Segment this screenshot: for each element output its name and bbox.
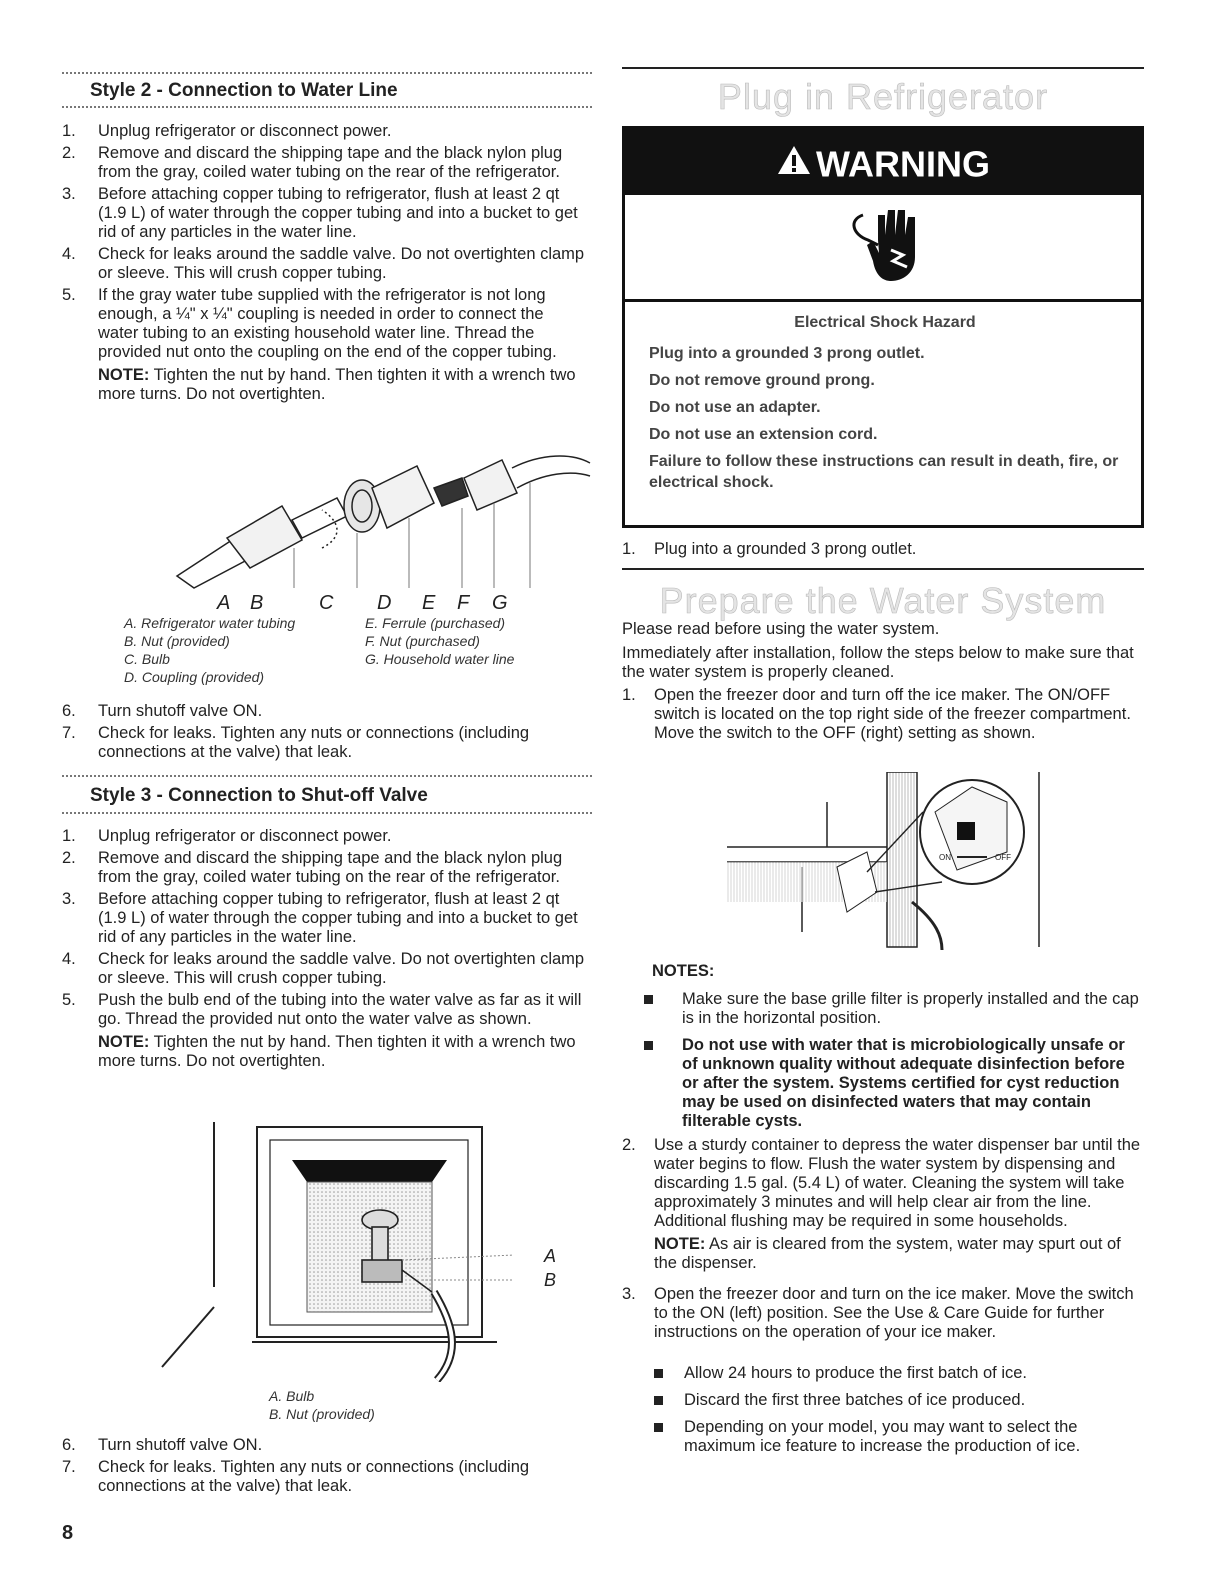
step3-bullets	[622, 1364, 1144, 1464]
list-item	[62, 950, 587, 988]
list-item	[622, 1285, 1144, 1342]
divider	[622, 67, 1144, 69]
list-item	[622, 1136, 1144, 1273]
hazard-line: Do not use an adapter.	[649, 399, 821, 416]
step-number: 2.	[62, 849, 76, 867]
step-text: Open the freezer door and turn on the ice maker. Move the switch to the ON (left) position. See the Use & Care Guide for further instructions on the operation of your ice maker.	[654, 1285, 1134, 1341]
step-number: 1.	[62, 827, 76, 845]
note-text: As air is cleared from the system, water may spurt out of the dispenser.	[654, 1235, 1121, 1272]
step-text: Check for leaks around the saddle valve. Do not overtighten clamp or sleeve. This will crush copper tubing.	[98, 950, 585, 987]
valve-illustration	[152, 1122, 512, 1382]
list-item	[62, 1458, 587, 1496]
note-label: NOTE:	[98, 1033, 150, 1051]
figure-label: G	[492, 592, 508, 614]
step-text: Before attaching copper tubing to refrigerator, flush at least 2 qt (1.9 L) of water through the copper tubing and into a bucket to get rid of any particles in the water line.	[98, 185, 578, 241]
list-item	[62, 286, 587, 404]
fitting-illustration	[172, 448, 592, 613]
bullet-icon	[654, 1369, 663, 1378]
note-text: Do not use with water that is microbiologically unsafe or of unknown quality without adequate disinfection before or after the system. Systems certified for cyst reduction may be used on disinfected waters that may contain filterable cysts.	[682, 1036, 1125, 1130]
warning-label: WARNING	[816, 143, 990, 185]
bullet-icon	[654, 1396, 663, 1405]
warning-header	[625, 129, 1141, 195]
step-text: Check for leaks. Tighten any nuts or connections (including connections at the valve) that leak.	[98, 724, 530, 761]
step-number: 2.	[62, 144, 76, 162]
step-text: Use a sturdy container to depress the water dispenser bar until the water begins to flow. Flush the water system by dispensing and discarding 1.5 gal. (5.4 L) of water. Cleaning the system will take approximately 3 minutes and will help clear air from the line. Additional flushing may be required in some households.	[654, 1136, 1141, 1230]
list-item	[622, 1391, 1144, 1410]
figure-label: A	[217, 592, 231, 614]
list-item	[622, 540, 1142, 559]
figure-label: E	[422, 592, 436, 614]
list-item	[62, 1436, 587, 1455]
hazard-line: Do not remove ground prong.	[649, 372, 875, 389]
list-item	[62, 849, 587, 887]
divider	[62, 106, 592, 108]
note	[98, 366, 587, 404]
figure-label: A	[544, 1246, 557, 1266]
step-number: 6.	[62, 1436, 76, 1454]
step-number: 7.	[62, 724, 76, 742]
step-number: 3.	[622, 1285, 636, 1303]
list-item	[62, 144, 587, 182]
list-item	[622, 1418, 1144, 1456]
list-item	[62, 185, 587, 242]
step-text: If the gray water tube supplied with the refrigerator is not long enough, a ¼" x ¼" coupling is needed in order to connect the water tubing to an existing household water line. Thread the provided nut onto the coupling on the end of the copper tubing.	[98, 286, 557, 361]
step-number: 7.	[62, 1458, 76, 1476]
caption: E. Ferrule (purchased)	[365, 615, 506, 631]
step-number: 2.	[622, 1136, 636, 1154]
figure-label: C	[319, 592, 334, 614]
bullet-text: Depending on your model, you may want to select the maximum ice feature to increase the production of ice.	[684, 1418, 1081, 1455]
notes-label: NOTES:	[652, 962, 715, 980]
figure-label: B	[544, 1270, 557, 1290]
prepare-steps	[622, 1136, 1144, 1345]
bullet-text: Discard the first three batches of ice produced.	[684, 1391, 1026, 1409]
hazard-line: Do not use an extension cord.	[649, 426, 878, 443]
step-text: Open the freezer door and turn off the ice maker. The ON/OFF switch is located on the top right side of the freezer compartment. Move the switch to the OFF (right) setting as shown.	[654, 686, 1131, 742]
list-item	[62, 890, 587, 947]
page-number: 8	[62, 1522, 74, 1544]
plug-title: Plug in Refrigerator	[717, 76, 1049, 117]
hazard-text	[625, 302, 1141, 493]
plug-steps	[622, 540, 1142, 562]
bullet-text: Allow 24 hours to produce the first batch of ice.	[684, 1364, 1028, 1382]
warning-triangle-icon	[776, 131, 812, 197]
step-number: 5.	[62, 991, 76, 1009]
figure-label: F	[457, 592, 470, 614]
caption: A. Refrigerator water tubing	[124, 615, 296, 631]
note	[98, 1033, 587, 1071]
note-text: Make sure the base grille filter is properly installed and the cap is in the horizontal position.	[682, 990, 1139, 1027]
style2-title: Style 2 - Connection to Water Line	[90, 80, 398, 101]
shock-symbol-area	[625, 195, 1141, 302]
bullet-icon	[644, 1041, 653, 1050]
list-item	[62, 827, 587, 846]
hazard-line: Plug into a grounded 3 prong outlet.	[649, 345, 925, 362]
divider	[622, 568, 1144, 570]
step-number: 5.	[62, 286, 76, 304]
caption: A. Bulb	[269, 1388, 315, 1404]
switch-illustration	[727, 772, 1047, 952]
step-number: 4.	[62, 950, 76, 968]
step-number: 6.	[62, 702, 76, 720]
step-number: 3.	[62, 890, 76, 908]
switch-off-label: OFF	[995, 853, 1011, 862]
bullet-icon	[654, 1423, 663, 1432]
list-item	[622, 1036, 1144, 1131]
prepare-step1	[622, 686, 1142, 746]
step-text: Push the bulb end of the tubing into the water valve as far as it will go. Thread the provided nut onto the water valve as shown.	[98, 991, 582, 1028]
caption: B. Nut (provided)	[269, 1406, 375, 1422]
hazard-line: Failure to follow these instructions can result in death, fire, or electrical shock.	[649, 453, 1119, 491]
step-number: 3.	[62, 185, 76, 203]
step-text: Before attaching copper tubing to refrigerator, flush at least 2 qt (1.9 L) of water through the copper tubing and into a bucket to get rid of any particles in the water line.	[98, 890, 578, 946]
bullet-icon	[644, 995, 653, 1004]
note-text: Tighten the nut by hand. Then tighten it with a wrench two more turns. Do not overtighten.	[98, 366, 576, 403]
style2-steps-after	[62, 702, 587, 765]
caption: D. Coupling (provided)	[124, 669, 265, 685]
valve-captions	[269, 1387, 469, 1423]
caption: B. Nut (provided)	[124, 633, 230, 649]
list-item	[62, 724, 587, 762]
list-item	[622, 1364, 1144, 1383]
list-item	[62, 991, 587, 1071]
step-number: 1.	[62, 122, 76, 140]
intro-text: Immediately after installation, follow the steps below to make sure that the water system is properly cleaned.	[622, 644, 1134, 681]
intro-text: Please read before using the water system.	[622, 620, 940, 638]
note	[654, 1235, 1144, 1273]
note-text: Tighten the nut by hand. Then tighten it with a wrench two more turns. Do not overtighten.	[98, 1033, 576, 1070]
note-label: NOTE:	[98, 366, 150, 384]
step-text: Check for leaks. Tighten any nuts or connections (including connections at the valve) that leak.	[98, 1458, 530, 1495]
step-number: 4.	[62, 245, 76, 263]
style2-steps	[62, 122, 587, 407]
step-text: Unplug refrigerator or disconnect power.	[98, 122, 392, 140]
step-text: Check for leaks around the saddle valve. Do not overtighten clamp or sleeve. This will crush copper tubing.	[98, 245, 585, 282]
list-item	[62, 702, 587, 721]
style3-steps	[62, 827, 587, 1074]
step-text: Remove and discard the shipping tape and the black nylon plug from the gray, coiled water tubing on the rear of the refrigerator.	[98, 849, 563, 886]
prepare-intro	[622, 620, 1142, 682]
figure-label: D	[377, 592, 392, 614]
list-item	[622, 990, 1144, 1028]
divider	[62, 72, 592, 74]
figure-captions-left	[124, 614, 334, 686]
step-text: Unplug refrigerator or disconnect power.	[98, 827, 392, 845]
electric-shock-hand-icon	[833, 195, 933, 291]
switch-on-label: ON	[939, 853, 951, 862]
hazard-title: Electrical Shock Hazard	[794, 314, 976, 331]
divider	[62, 812, 592, 814]
step-number: 1.	[622, 540, 636, 558]
caption: C. Bulb	[124, 651, 170, 667]
prepare-title: Prepare the Water System	[659, 580, 1107, 621]
divider	[62, 775, 592, 777]
step-text: Turn shutoff valve ON.	[98, 702, 263, 720]
caption: F. Nut (purchased)	[365, 633, 480, 649]
step-text: Remove and discard the shipping tape and the black nylon plug from the gray, coiled water tubing on the rear of the refrigerator.	[98, 144, 563, 181]
list-item	[62, 245, 587, 283]
style3-steps-after	[62, 1436, 587, 1499]
caption: G. Household water line	[365, 651, 515, 667]
step-number: 1.	[622, 686, 636, 704]
step-text: Plug into a grounded 3 prong outlet.	[654, 540, 917, 558]
warning-box	[622, 126, 1144, 528]
list-item	[622, 686, 1142, 743]
list-item	[62, 122, 587, 141]
style3-title: Style 3 - Connection to Shut-off Valve	[90, 785, 428, 806]
notes-list	[622, 990, 1144, 1139]
figure-captions-right	[365, 614, 565, 668]
note-label: NOTE:	[654, 1235, 706, 1253]
figure-label: B	[250, 592, 264, 614]
step-text: Turn shutoff valve ON.	[98, 1436, 263, 1454]
